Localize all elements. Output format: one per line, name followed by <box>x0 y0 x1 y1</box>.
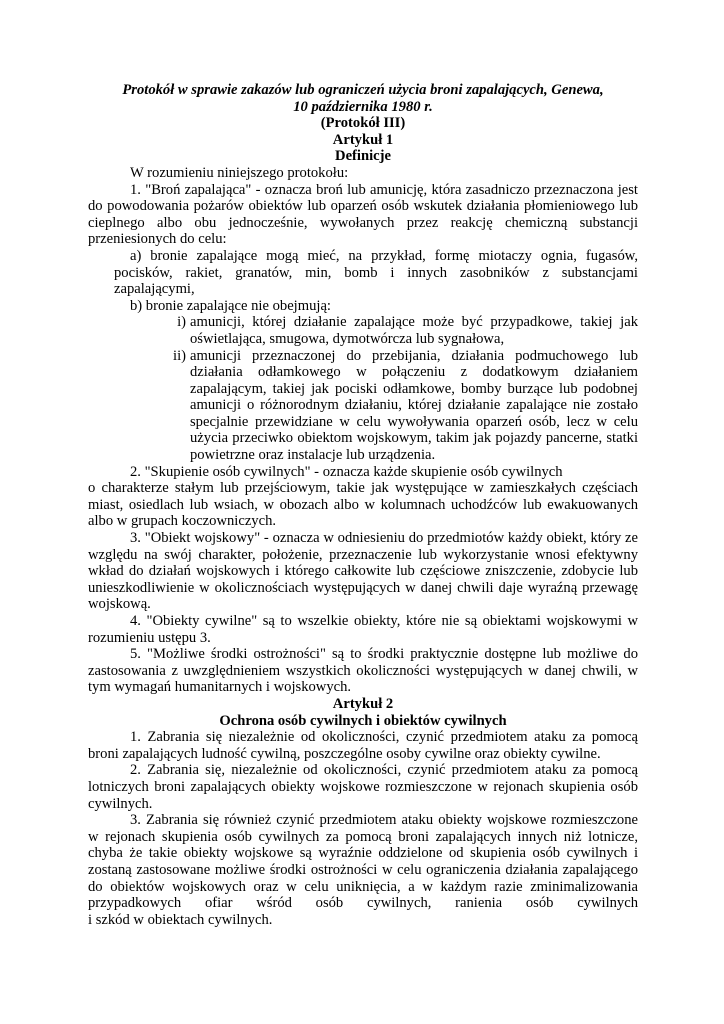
article1-intro: W rozumieniu niniejszego protokołu: <box>130 164 349 181</box>
item-i-number: i) <box>177 314 186 331</box>
document-title-line1: Protokół w sprawie zakazów lub ograniczeń użycia broni zapalających, Genewa, <box>122 82 604 98</box>
article1-paragraph-2-line1: 2. "Skupienie osób cywilnych" - oznacza każde skupienie osób cywilnych <box>130 463 563 480</box>
article1-item-ii <box>88 348 638 464</box>
item-ii-text: amunicji przeznaczonej do przebijania, działania podmuchowego lub działania odłamkowego w połączeniu z dodatkowym działaniem zapalającym, takiej jak pociski odłamkowe, bomby burzące lub podobnej amunicji o różnorodnym działaniu, której działanie zapalające nie zostało specjalnie przewidziane w celu wywoływania oparzeń osób, lecz w celu użycia przeciwko obiektom wojskowym, takim jak pojazdy pancerne, statki powietrzne oraz instalacje lub urządzenia. <box>190 347 638 464</box>
article2-name: Ochrona osób cywilnych i obiektów cywilnych <box>219 712 507 729</box>
article1-name: Definicje <box>335 148 391 165</box>
article1-paragraph-1a: a) bronie zapalające mogą mieć, na przykład, formę miotaczy ognia, fugasów, pocisków, rakiet, granatów, min, bomb i innych zasobników z substancjami zapalającymi, <box>114 247 638 298</box>
document-body <box>88 82 638 928</box>
article1-item-i <box>88 314 638 347</box>
item-ii-number: ii) <box>173 347 186 364</box>
article1-paragraph-5: 5. "Możliwe środki ostrożności" są to środki praktycznie dostępne lub możliwe do zastosowania z uwzględnieniem wszystkich okoliczności występujących w danej chwili, w tym wymagań humanitarnych i wojskowych. <box>88 646 638 696</box>
article2-paragraph-3-end: i szkód w obiektach cywilnych. <box>88 911 273 928</box>
article1-paragraph-2-rest: o charakterze stałym lub przejściowym, takie jak występujące w zamieszkałych częściach miast, osiedlach lub wsiach, w obozach albo w kolumnach uchodźców lub ewakuowanych albo w grupach koczowniczych. <box>88 480 638 530</box>
article2-heading: Artykuł 2 <box>332 695 394 712</box>
article1-paragraph-1: 1. "Broń zapalająca" - oznacza broń lub amunicję, która zasadniczo przeznaczona jest do powodowania pożarów obiektów lub oparzeń osób wskutek działania płomieniowego lub cieplnego albo obu jednocześnie, wywołanych przez reakcję chemiczną substancji przeniesionych do celu: <box>88 181 638 248</box>
document-subtitle: (Protokół III) <box>320 115 406 132</box>
article1-paragraph-1b: b) bronie zapalające nie obejmują: <box>130 297 331 314</box>
article2-paragraph-3: 3. Zabrania się również czynić przedmiotem ataku obiekty wojskowe rozmieszczone w rejonach skupienia osób cywilnych za pomocą broni zapalających innych niż lotnicze, chyba że takie obiekty wojskowe są wyraźnie oddzielone od skupienia osób cywilnych i zostaną zastosowane możliwe środki ostrożności w celu ograniczenia działania zapalającego do obiektów wojskowych oraz w celu uniknięcia, a w każdym razie zminimalizowania przypadkowych ofiar wśród osób cywilnych, ranienia osób cywilnych <box>88 812 638 912</box>
article2-paragraph-1: 1. Zabrania się niezależnie od okoliczności, czynić przedmiotem ataku za pomocą broni zapalających ludność cywilną, poszczególne osoby cywilne oraz obiekty cywilne. <box>88 729 638 762</box>
document-title-line2: 10 października 1980 r. <box>293 98 433 115</box>
article2-paragraph-2: 2. Zabrania się, niezależnie od okoliczności, czynić przedmiotem ataku za pomocą lotniczych broni zapalających obiekty wojskowe rozmieszczone w rejonach skupienia osób cywilnych. <box>88 762 638 812</box>
article1-paragraph-4: 4. "Obiekty cywilne" są to wszelkie obiekty, które nie są obiektami wojskowymi w rozumieniu ustępu 3. <box>88 613 638 646</box>
item-i-text: amunicji, której działanie zapalające może być przypadkowe, takiej jak oświetlająca, smugowa, dymotwórcza lub sygnałowa, <box>190 314 638 347</box>
article1-paragraph-3: 3. "Obiekt wojskowy" - oznacza w odniesieniu do przedmiotów każdy obiekt, który ze względu na swój charakter, położenie, przeznaczenie lub wykorzystanie wnosi efektywny wkład do działań wojskowych i którego całkowite lub częściowe zniszczenie, zdobycie lub unieszkodliwienie w okolicznościach występujących w danej chwili daje wyraźną przewagę wojskową. <box>88 530 638 613</box>
article1-heading: Artykuł 1 <box>332 131 394 148</box>
